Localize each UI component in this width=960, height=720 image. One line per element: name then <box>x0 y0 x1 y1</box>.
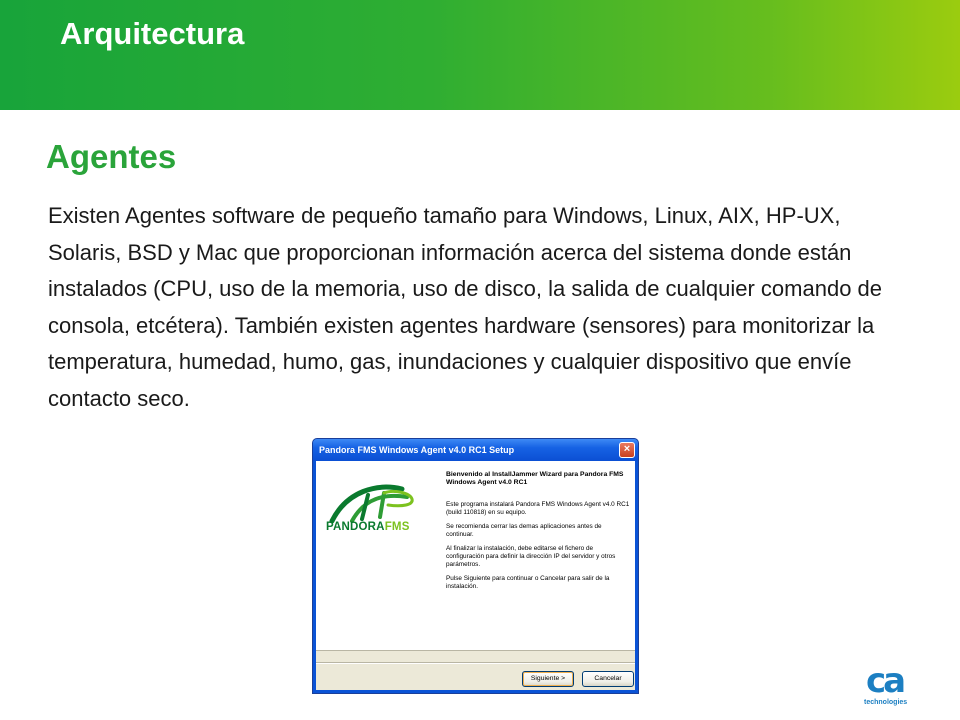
next-button[interactable]: Siguiente > <box>522 671 574 687</box>
wordmark-part-1: PANDORA <box>326 521 385 533</box>
installer-paragraph: Al finalizar la instalación, debe editarse el fichero de configuración para definir la dirección IP del servidor y otros parámetros. <box>446 545 616 568</box>
installer-content <box>446 471 631 597</box>
section-title: Agentes <box>46 138 177 175</box>
installer-window-screenshot <box>312 438 639 694</box>
installer-welcome-panel <box>316 461 635 651</box>
wordmark-part-2: FMS <box>384 521 410 533</box>
ca-logo-wordmark: technologies <box>864 699 908 706</box>
pandorafms-wordmark <box>326 521 410 533</box>
cancel-button[interactable]: Cancelar <box>582 671 634 687</box>
pandorafms-logo <box>322 481 432 551</box>
installer-client-area <box>316 461 635 690</box>
installer-heading: Bienvenido al InstallJammer Wizard para Pandora FMS Windows Agent v4.0 RC1 <box>446 471 624 486</box>
installer-paragraph: Pulse Siguiente para continuar o Cancelar para salir de la instalación. <box>446 575 610 590</box>
ca-logo-mark: ca <box>866 661 904 701</box>
installer-window-title: Pandora FMS Windows Agent v4.0 RC1 Setup <box>313 439 638 461</box>
pandorafms-arc-icon <box>322 481 432 523</box>
header-banner <box>0 0 960 110</box>
ca-technologies-logo <box>862 661 914 712</box>
page-title: Arquitectura <box>60 16 245 51</box>
installer-paragraph: Se recomienda cerrar las demas aplicaciones antes de continuar. <box>446 523 602 538</box>
installer-divider <box>316 662 635 664</box>
close-icon[interactable]: × <box>619 442 635 458</box>
section-body-text: Existen Agentes software de pequeño tamaño para Windows, Linux, AIX, HP-UX, Solaris, BSD y Mac que proporcionan información acerca del sistema donde están instalados (CPU, uso de la memoria, uso de disco, la salida de cualquier comando de consola, etcétera). También existen agentes hardware (sensores) para monitorizar la temperatura, humedad, humo, gas, inundaciones y cualquier dispositivo que envíe contacto seco. <box>48 203 883 411</box>
installer-paragraph: Este programa instalará Pandora FMS Windows Agent v4.0 RC1 (build 110818) en su equipo. <box>446 501 630 516</box>
